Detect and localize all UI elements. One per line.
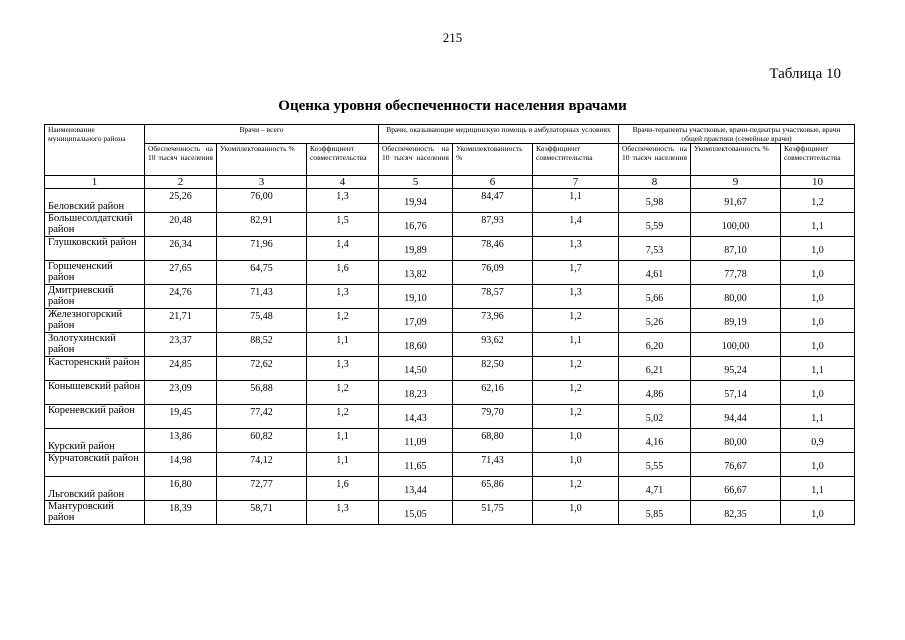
value-cell: 1,1 [781,405,855,429]
value-cell: 1,0 [533,501,619,525]
value-cell: 7,53 [619,237,691,261]
column-number-cell: 7 [533,176,619,189]
value-cell: 88,52 [217,333,307,357]
value-cell: 77,78 [691,261,781,285]
value-cell: 56,88 [217,381,307,405]
table-row [45,189,855,213]
column-number-cell: 6 [453,176,533,189]
value-cell: 78,46 [453,237,533,261]
page-number: 215 [442,30,463,45]
header-staffing: Укомплектованность % [691,144,781,176]
district-name-cell: Курчатовский район [45,453,145,477]
value-cell: 1,0 [781,333,855,357]
header-staffing: Укомплектованность % [453,144,533,176]
value-cell: 100,00 [691,213,781,237]
value-cell: 1,1 [307,333,379,357]
value-cell: 64,75 [217,261,307,285]
table-row [45,357,855,381]
value-cell: 1,3 [307,501,379,525]
value-cell: 25,26 [145,189,217,213]
district-name-cell: Железногорский район [45,309,145,333]
value-cell: 14,43 [379,405,453,429]
table-row [45,429,855,453]
value-cell: 65,86 [453,477,533,501]
column-number-cell: 10 [781,176,855,189]
document-title: Оценка уровня обеспеченности населения врачами [278,98,627,114]
value-cell: 19,94 [379,189,453,213]
value-cell: 1,3 [533,237,619,261]
value-cell: 5,55 [619,453,691,477]
table-row [45,453,855,477]
value-cell: 89,19 [691,309,781,333]
column-number-cell: 1 [45,176,145,189]
district-name-cell: Конышевский район [45,381,145,405]
district-name-cell: Золотухинский район [45,333,145,357]
value-cell: 58,71 [217,501,307,525]
value-cell: 1,1 [781,477,855,501]
column-number-cell: 3 [217,176,307,189]
district-name-cell: Курский район [45,429,145,453]
value-cell: 1,1 [307,453,379,477]
column-number-cell: 8 [619,176,691,189]
value-cell: 72,62 [217,357,307,381]
value-cell: 1,0 [781,309,855,333]
value-cell: 100,00 [691,333,781,357]
value-cell: 66,67 [691,477,781,501]
value-cell: 20,48 [145,213,217,237]
value-cell: 1,0 [781,237,855,261]
header-staffing: Укомплектованность % [217,144,307,176]
value-cell: 1,2 [307,381,379,405]
value-cell: 18,60 [379,333,453,357]
value-cell: 17,09 [379,309,453,333]
value-cell: 82,50 [453,357,533,381]
value-cell: 16,80 [145,477,217,501]
value-cell: 79,70 [453,405,533,429]
value-cell: 13,82 [379,261,453,285]
table-row [45,237,855,261]
value-cell: 1,0 [781,453,855,477]
value-cell: 71,43 [453,453,533,477]
value-cell: 93,62 [453,333,533,357]
value-cell: 76,09 [453,261,533,285]
column-number-row [45,176,855,189]
value-cell: 77,42 [217,405,307,429]
value-cell: 1,1 [533,333,619,357]
value-cell: 1,2 [533,405,619,429]
value-cell: 1,1 [533,189,619,213]
value-cell: 1,1 [781,213,855,237]
header-coef: Коэффициент совместительства [533,144,619,176]
value-cell: 4,61 [619,261,691,285]
value-cell: 1,2 [533,309,619,333]
value-cell: 62,16 [453,381,533,405]
value-cell: 1,3 [307,357,379,381]
value-cell: 1,5 [307,213,379,237]
value-cell: 4,86 [619,381,691,405]
value-cell: 13,44 [379,477,453,501]
value-cell: 4,71 [619,477,691,501]
value-cell: 91,67 [691,189,781,213]
value-cell: 5,98 [619,189,691,213]
value-cell: 15,05 [379,501,453,525]
value-cell: 1,2 [533,357,619,381]
value-cell: 19,10 [379,285,453,309]
value-cell: 1,0 [781,501,855,525]
value-cell: 80,00 [691,285,781,309]
value-cell: 5,26 [619,309,691,333]
value-cell: 1,2 [307,405,379,429]
value-cell: 73,96 [453,309,533,333]
table-body [45,189,855,525]
table-label: Таблица 10 [769,66,841,82]
value-cell: 19,89 [379,237,453,261]
district-name-cell: Кореневский район [45,405,145,429]
district-name-cell: Глушковский район [45,237,145,261]
value-cell: 1,3 [533,285,619,309]
value-cell: 6,21 [619,357,691,381]
value-cell: 16,76 [379,213,453,237]
header-district: Наименование муниципального района [45,125,145,176]
table-row [45,333,855,357]
value-cell: 76,00 [217,189,307,213]
header-provision: Обеспеченность на 10 тысяч населения [619,144,691,176]
value-cell: 1,0 [533,453,619,477]
value-cell: 11,09 [379,429,453,453]
value-cell: 1,0 [781,261,855,285]
district-name-cell: Касторенский район [45,357,145,381]
value-cell: 75,48 [217,309,307,333]
value-cell: 6,20 [619,333,691,357]
value-cell: 5,59 [619,213,691,237]
header-coef: Коэффициент совместительства [307,144,379,176]
value-cell: 1,2 [533,381,619,405]
value-cell: 1,7 [533,261,619,285]
value-cell: 18,23 [379,381,453,405]
table-row [45,381,855,405]
value-cell: 18,39 [145,501,217,525]
table-row [45,309,855,333]
value-cell: 1,0 [781,285,855,309]
value-cell: 1,1 [781,357,855,381]
value-cell: 76,67 [691,453,781,477]
value-cell: 51,75 [453,501,533,525]
value-cell: 84,47 [453,189,533,213]
district-name-cell: Льговский район [45,477,145,501]
district-name-cell: Беловский район [45,189,145,213]
column-number-cell: 5 [379,176,453,189]
value-cell: 82,91 [217,213,307,237]
column-number-cell: 9 [691,176,781,189]
value-cell: 1,3 [307,285,379,309]
table-row [45,285,855,309]
value-cell: 27,65 [145,261,217,285]
header-group-district-therapists: Врачи-терапевты участковые, врачи-педиатры участковые, врачи общей практики (семейные врачи) [619,125,855,144]
value-cell: 14,98 [145,453,217,477]
value-cell: 1,6 [307,261,379,285]
value-cell: 1,2 [307,309,379,333]
value-cell: 1,2 [781,189,855,213]
value-cell: 1,4 [307,237,379,261]
header-group-outpatient: Врачи, оказывающие медицинскую помощь в амбулаторных условиях [379,125,619,144]
table-row [45,261,855,285]
value-cell: 24,76 [145,285,217,309]
value-cell: 60,82 [217,429,307,453]
district-name-cell: Горшеченский район [45,261,145,285]
header-coef: Коэффициент совместительства [781,144,855,176]
value-cell: 68,80 [453,429,533,453]
value-cell: 4,16 [619,429,691,453]
value-cell: 94,44 [691,405,781,429]
table-row [45,405,855,429]
district-name-cell: Большесолдатский район [45,213,145,237]
value-cell: 5,02 [619,405,691,429]
value-cell: 74,12 [217,453,307,477]
header-provision: Обеспеченность на 10 тысяч населения [379,144,453,176]
value-cell: 1,6 [307,477,379,501]
table-row [45,213,855,237]
district-name-cell: Мантуровский район [45,501,145,525]
value-cell: 1,4 [533,213,619,237]
value-cell: 1,0 [781,381,855,405]
value-cell: 1,1 [307,429,379,453]
value-cell: 87,10 [691,237,781,261]
value-cell: 14,50 [379,357,453,381]
value-cell: 78,57 [453,285,533,309]
value-cell: 80,00 [691,429,781,453]
value-cell: 82,35 [691,501,781,525]
value-cell: 95,24 [691,357,781,381]
value-cell: 57,14 [691,381,781,405]
value-cell: 1,2 [533,477,619,501]
value-cell: 23,09 [145,381,217,405]
value-cell: 72,77 [217,477,307,501]
column-number-cell: 4 [307,176,379,189]
value-cell: 87,93 [453,213,533,237]
value-cell: 71,43 [217,285,307,309]
value-cell: 13,86 [145,429,217,453]
table-row [45,477,855,501]
value-cell: 71,96 [217,237,307,261]
value-cell: 5,66 [619,285,691,309]
table-row [45,501,855,525]
value-cell: 11,65 [379,453,453,477]
value-cell: 24,85 [145,357,217,381]
value-cell: 1,3 [307,189,379,213]
value-cell: 0,9 [781,429,855,453]
column-number-cell: 2 [145,176,217,189]
header-provision: Обеспеченность на 10 тысяч населения [145,144,217,176]
district-name-cell: Дмитриевский район [45,285,145,309]
value-cell: 23,37 [145,333,217,357]
provision-table [44,124,855,525]
value-cell: 1,0 [533,429,619,453]
value-cell: 19,45 [145,405,217,429]
header-group-all-doctors: Врачи – всего [145,125,379,144]
value-cell: 21,71 [145,309,217,333]
value-cell: 26,34 [145,237,217,261]
value-cell: 5,85 [619,501,691,525]
